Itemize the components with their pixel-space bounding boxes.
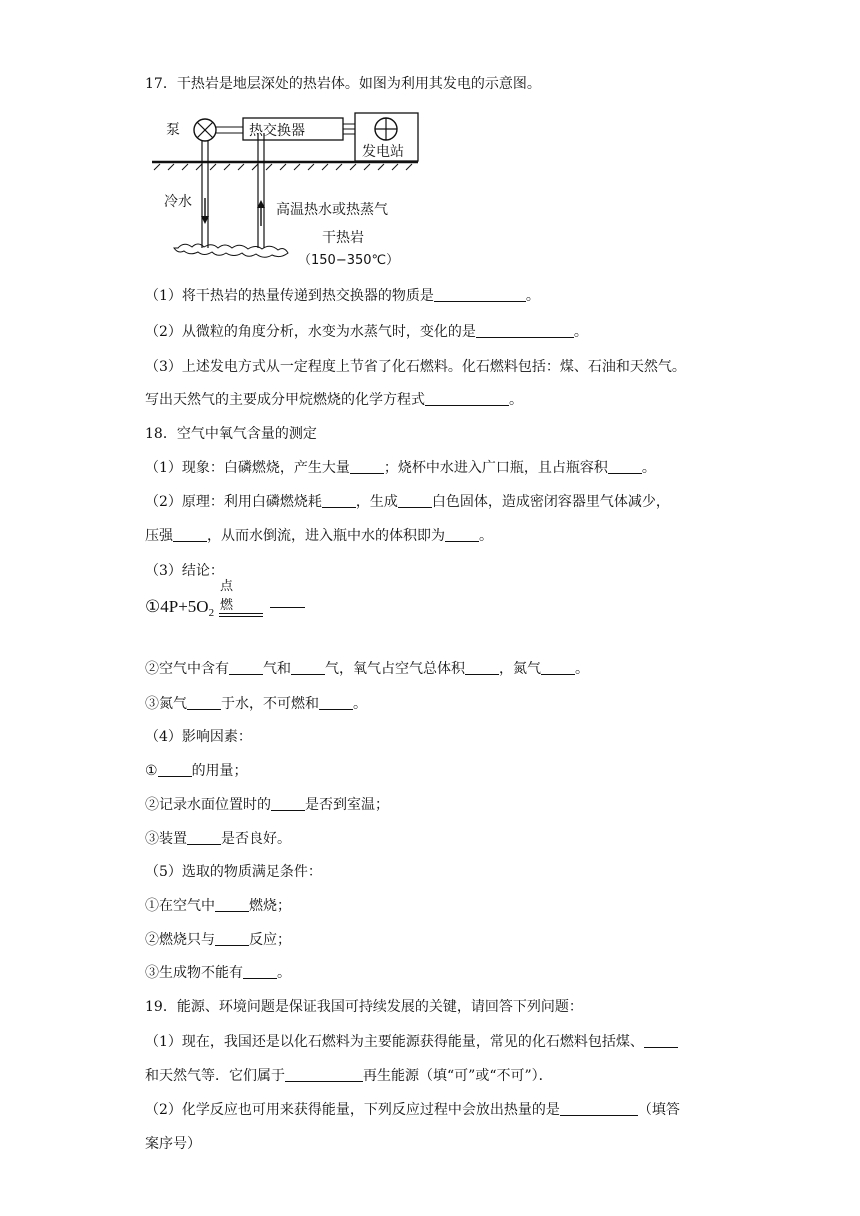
q18-title: 18．空气中氧气含量的测定 bbox=[145, 426, 317, 442]
q19-title: 19．能源、环境问题是保证我国可持续发展的关键，请回答下列问题： bbox=[145, 999, 583, 1015]
q18-part4: （4）影响因素： bbox=[145, 729, 252, 745]
answer-blank[interactable] bbox=[158, 762, 192, 777]
q19-part1b: 和天然气等．它们属于 再生能源（填“可”或“不可”）． bbox=[145, 1068, 553, 1084]
answer-blank[interactable] bbox=[285, 1067, 363, 1082]
q18-part1: （1）现象：白磷燃烧，产生大量 ；烧杯中水进入广口瓶，且占瓶容积 。 bbox=[145, 460, 656, 476]
reaction-condition: 点燃 bbox=[220, 579, 234, 613]
q18-part3: （3）结论： bbox=[145, 563, 224, 579]
answer-blank[interactable] bbox=[319, 695, 353, 710]
answer-blank[interactable] bbox=[445, 527, 479, 542]
answer-blank[interactable] bbox=[229, 660, 263, 675]
q18-select2: ②燃烧只与 反应； bbox=[145, 932, 291, 948]
q18-factor3: ③装置 是否良好。 bbox=[145, 831, 291, 847]
hot-water-label: 高温热水或热蒸气 bbox=[276, 202, 388, 218]
pump-label: 泵 bbox=[166, 122, 180, 138]
answer-blank[interactable] bbox=[350, 459, 384, 474]
q17-intro: 17．干热岩是地层深处的热岩体。如图为利用其发电的示意图。 bbox=[145, 76, 541, 92]
answer-blank[interactable] bbox=[173, 527, 207, 542]
answer-blank[interactable] bbox=[270, 607, 305, 608]
q18-conclusion2: ②空气中含有 气和 气，氧气占空气总体积 ，氮气 。 bbox=[145, 661, 589, 677]
q19-part1a: （1）现在，我国还是以化石燃料为主要能源获得能量，常见的化石燃料包括煤、 bbox=[145, 1032, 678, 1052]
hot-dry-rock-diagram bbox=[150, 108, 420, 270]
temp-label: （150−350℃） bbox=[298, 253, 400, 268]
q18-select1: ①在空气中 燃烧； bbox=[145, 898, 291, 914]
q19-part2b: 案序号） bbox=[145, 1136, 201, 1152]
answer-blank[interactable] bbox=[541, 660, 575, 675]
answer-blank[interactable] bbox=[271, 796, 305, 811]
q18-conclusion3: ③氮气 于水，不可燃和 。 bbox=[145, 696, 367, 712]
q17-part1: （1）将干热岩的热量传递到热交换器的物质是 。 bbox=[145, 288, 540, 304]
answer-blank[interactable] bbox=[608, 459, 642, 474]
answer-blank[interactable] bbox=[215, 931, 249, 946]
q18-part5: （5）选取的物质满足条件： bbox=[145, 864, 322, 880]
answer-blank[interactable] bbox=[187, 695, 221, 710]
q17-part3b: 写出天然气的主要成分甲烷燃烧的化学方程式 。 bbox=[145, 392, 523, 408]
q18-factor1: ① 的用量； bbox=[145, 763, 248, 779]
q18-part2b: 压强 ，从而水倒流，进入瓶中水的体积即为 。 bbox=[145, 528, 493, 544]
answer-blank[interactable] bbox=[465, 660, 499, 675]
answer-blank[interactable] bbox=[476, 323, 574, 338]
answer-blank[interactable] bbox=[560, 1101, 638, 1116]
cold-water-label: 冷水 bbox=[164, 194, 192, 210]
combustion-equation: $①4P+5O_2$ 点燃 bbox=[145, 597, 214, 619]
answer-blank[interactable] bbox=[644, 1033, 678, 1048]
answer-blank[interactable] bbox=[434, 287, 526, 302]
rock-label: 干热岩 bbox=[322, 230, 364, 246]
answer-blank[interactable] bbox=[322, 493, 356, 508]
answer-blank[interactable] bbox=[187, 830, 221, 845]
q19-part2a: （2）化学反应也可用来获得能量，下列反应过程中会放出热量的是 （填答 bbox=[145, 1102, 680, 1118]
answer-blank[interactable] bbox=[291, 660, 325, 675]
answer-blank[interactable] bbox=[425, 391, 509, 406]
q18-select3: ③生成物不能有 。 bbox=[145, 965, 291, 981]
rock-shape bbox=[174, 244, 288, 257]
answer-blank[interactable] bbox=[398, 493, 432, 508]
answer-blank[interactable] bbox=[215, 897, 249, 912]
q17-part2: （2）从微粒的角度分析，水变为水蒸气时，变化的是 。 bbox=[145, 324, 588, 340]
q18-part2a: （2）原理：利用白磷燃烧耗 ，生成 白色固体，造成密闭容器里气体减少， bbox=[145, 494, 670, 510]
power-station-label: 发电站 bbox=[362, 144, 404, 160]
q17-part3a: （3）上述发电方式从一定程度上节省了化石燃料。化石燃料包括：煤、石油和天然气。 bbox=[145, 359, 686, 375]
q18-factor2: ②记录水面位置时的 是否到室温； bbox=[145, 797, 389, 813]
answer-blank[interactable] bbox=[243, 964, 277, 979]
heat-exchanger-label: 热交换器 bbox=[249, 123, 305, 139]
